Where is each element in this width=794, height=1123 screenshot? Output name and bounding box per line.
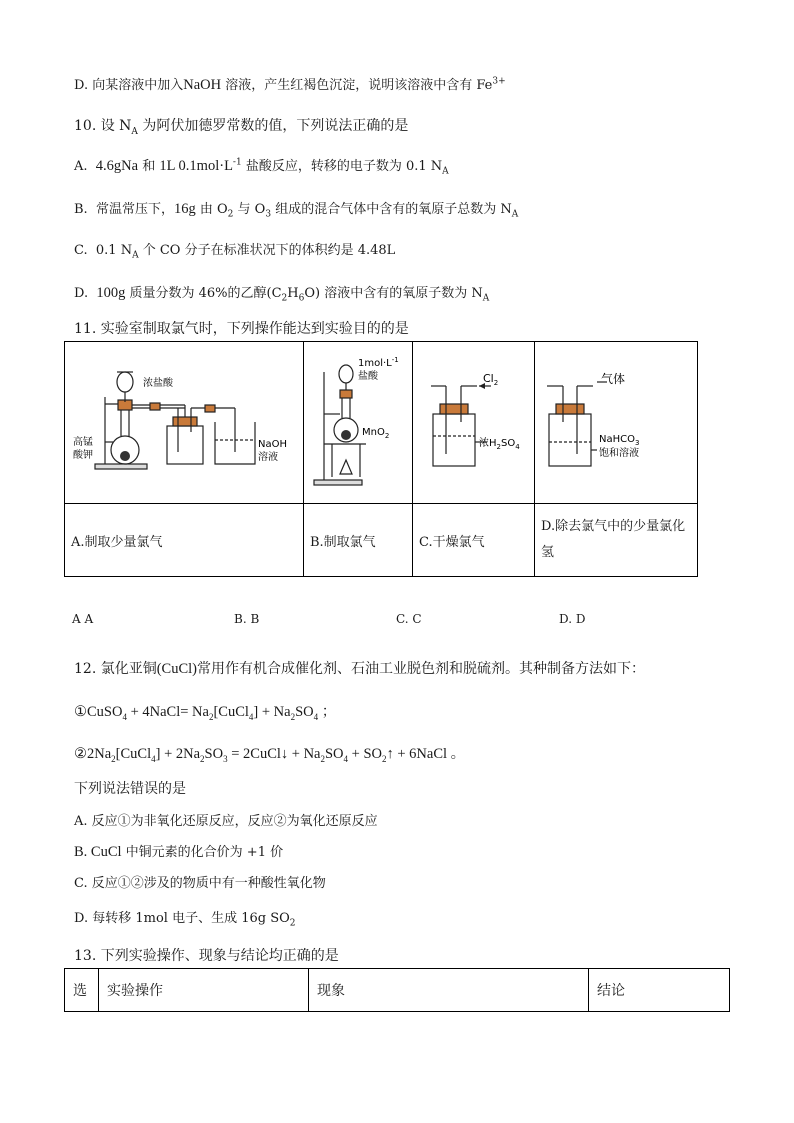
label-gas: 气体 bbox=[601, 372, 626, 386]
label-conc-h2so4: 浓$H_2SO_4$ bbox=[479, 438, 520, 451]
caption-c: C.干燥氯气 bbox=[413, 504, 535, 577]
q12-equation-2: $②2Na_2[CuCl_4] + 2Na_2SO_3$ = 2CuCl↓ + $Na_2SO_4$ + $SO_2↑$ + 6NaCl 。 bbox=[74, 746, 466, 764]
caption-d: D.除去氯气中的少量氯化氢 bbox=[535, 504, 698, 577]
q13-table bbox=[64, 968, 730, 1012]
label-conc-hcl: 浓盐酸 bbox=[143, 378, 173, 389]
header-conclusion: 结论 bbox=[589, 969, 730, 1012]
apparatus-c-diagram bbox=[413, 342, 534, 499]
apparatus-b-cell bbox=[304, 342, 413, 504]
label-saturated-solution: 饱和溶液 bbox=[599, 448, 639, 459]
label-naoh-1: NaOH bbox=[258, 439, 287, 450]
label-cl2: $Cl_2$ bbox=[483, 372, 499, 387]
q13-stem: 13. 下列实验操作、现象与结论均正确的是 bbox=[74, 948, 339, 964]
q10-option-b: B. 常温常压下，16g 由 $O_2$ 与 $O_3$ 组成的混合气体中含有的氧原子总数为 $N_A$ bbox=[74, 201, 519, 220]
label-kmno4-1: 高锰 bbox=[73, 437, 93, 448]
label-naoh-2: 溶液 bbox=[258, 452, 278, 463]
apparatus-b-diagram bbox=[304, 342, 412, 499]
q12-option-c: C. 反应①②涉及的物质中有一种酸性氧化物 bbox=[74, 876, 326, 891]
q11-apparatus-table bbox=[64, 341, 698, 577]
label-kmno4-2: 酸钾 bbox=[73, 450, 93, 461]
q12-question: 下列说法错误的是 bbox=[74, 781, 186, 797]
q12-option-b: B. CuCl 中铜元素的化合价为 +1 价 bbox=[74, 844, 284, 860]
q10-option-c: C. 0.1 $N_A$ 个 CO 分子在标准状况下的体积约是 4.48L bbox=[74, 243, 396, 261]
apparatus-a-cell bbox=[65, 342, 304, 504]
table-header-row bbox=[65, 969, 730, 1012]
choice-c: C. C bbox=[396, 612, 422, 626]
q10-option-a: A. 4.6gNa 和 1L $0.1mol\cdot L^{-1}$ 盐酸反应，转移的电子数为 0.1 $N_A$ bbox=[74, 157, 449, 177]
q10-option-d: D. 100g 质量分数为 46%的乙醇$(C_2H_6O)$ 溶液中含有的氧原子数为 $N_A$ bbox=[74, 285, 490, 304]
q10-stem: 10. 设 $N_A$ 为阿伏加德罗常数的值，下列说法正确的是 bbox=[74, 118, 409, 137]
q12-option-d: D. 每转移 1mol 电子、生成 16g $SO_2$ bbox=[74, 911, 296, 929]
header-operation: 实验操作 bbox=[99, 969, 309, 1012]
apparatus-c-cell bbox=[413, 342, 535, 504]
header-option: 选 bbox=[65, 969, 99, 1012]
choice-b: B. B bbox=[234, 612, 260, 626]
apparatus-a-diagram bbox=[65, 342, 303, 499]
label-nahco3: NaHCO$_3$ bbox=[599, 434, 640, 447]
caption-a: A.制取少量氯气 bbox=[65, 504, 304, 577]
q12-option-a: A. 反应①为非氧化还原反应，反应②为氧化还原反应 bbox=[74, 814, 378, 829]
header-phenomenon: 现象 bbox=[309, 969, 589, 1012]
q12-stem: 12. 氯化亚铜(CuCl)常用作有机合成催化剂、石油工业脱色剂和脱硫剂。其种制备方法如下： bbox=[74, 661, 645, 677]
q9-option-d: D. 向某溶液中加入NaOH 溶液，产生红褐色沉淀，说明该溶液中含有 $Fe^{3+}$ bbox=[74, 76, 506, 93]
label-hcl-b: 盐酸 bbox=[358, 371, 378, 382]
label-1mol-l: $1mol\cdot L^{-1}$ bbox=[358, 356, 399, 369]
q11-stem: 11. 实验室制取氯气时，下列操作能达到实验目的的是 bbox=[74, 321, 409, 337]
label-mno2: MnO$_2$ bbox=[362, 427, 390, 440]
apparatus-d-cell bbox=[535, 342, 698, 504]
q12-equation-1: ①CuSO$_4$ + 4NaCl= $Na_2[CuCl_4] + Na_2SO_4$ ； bbox=[74, 704, 337, 722]
apparatus-d-diagram bbox=[535, 342, 695, 499]
choice-a: A A bbox=[72, 612, 94, 626]
caption-b: B.制取氯气 bbox=[304, 504, 413, 577]
choice-d: D. D bbox=[559, 612, 586, 626]
